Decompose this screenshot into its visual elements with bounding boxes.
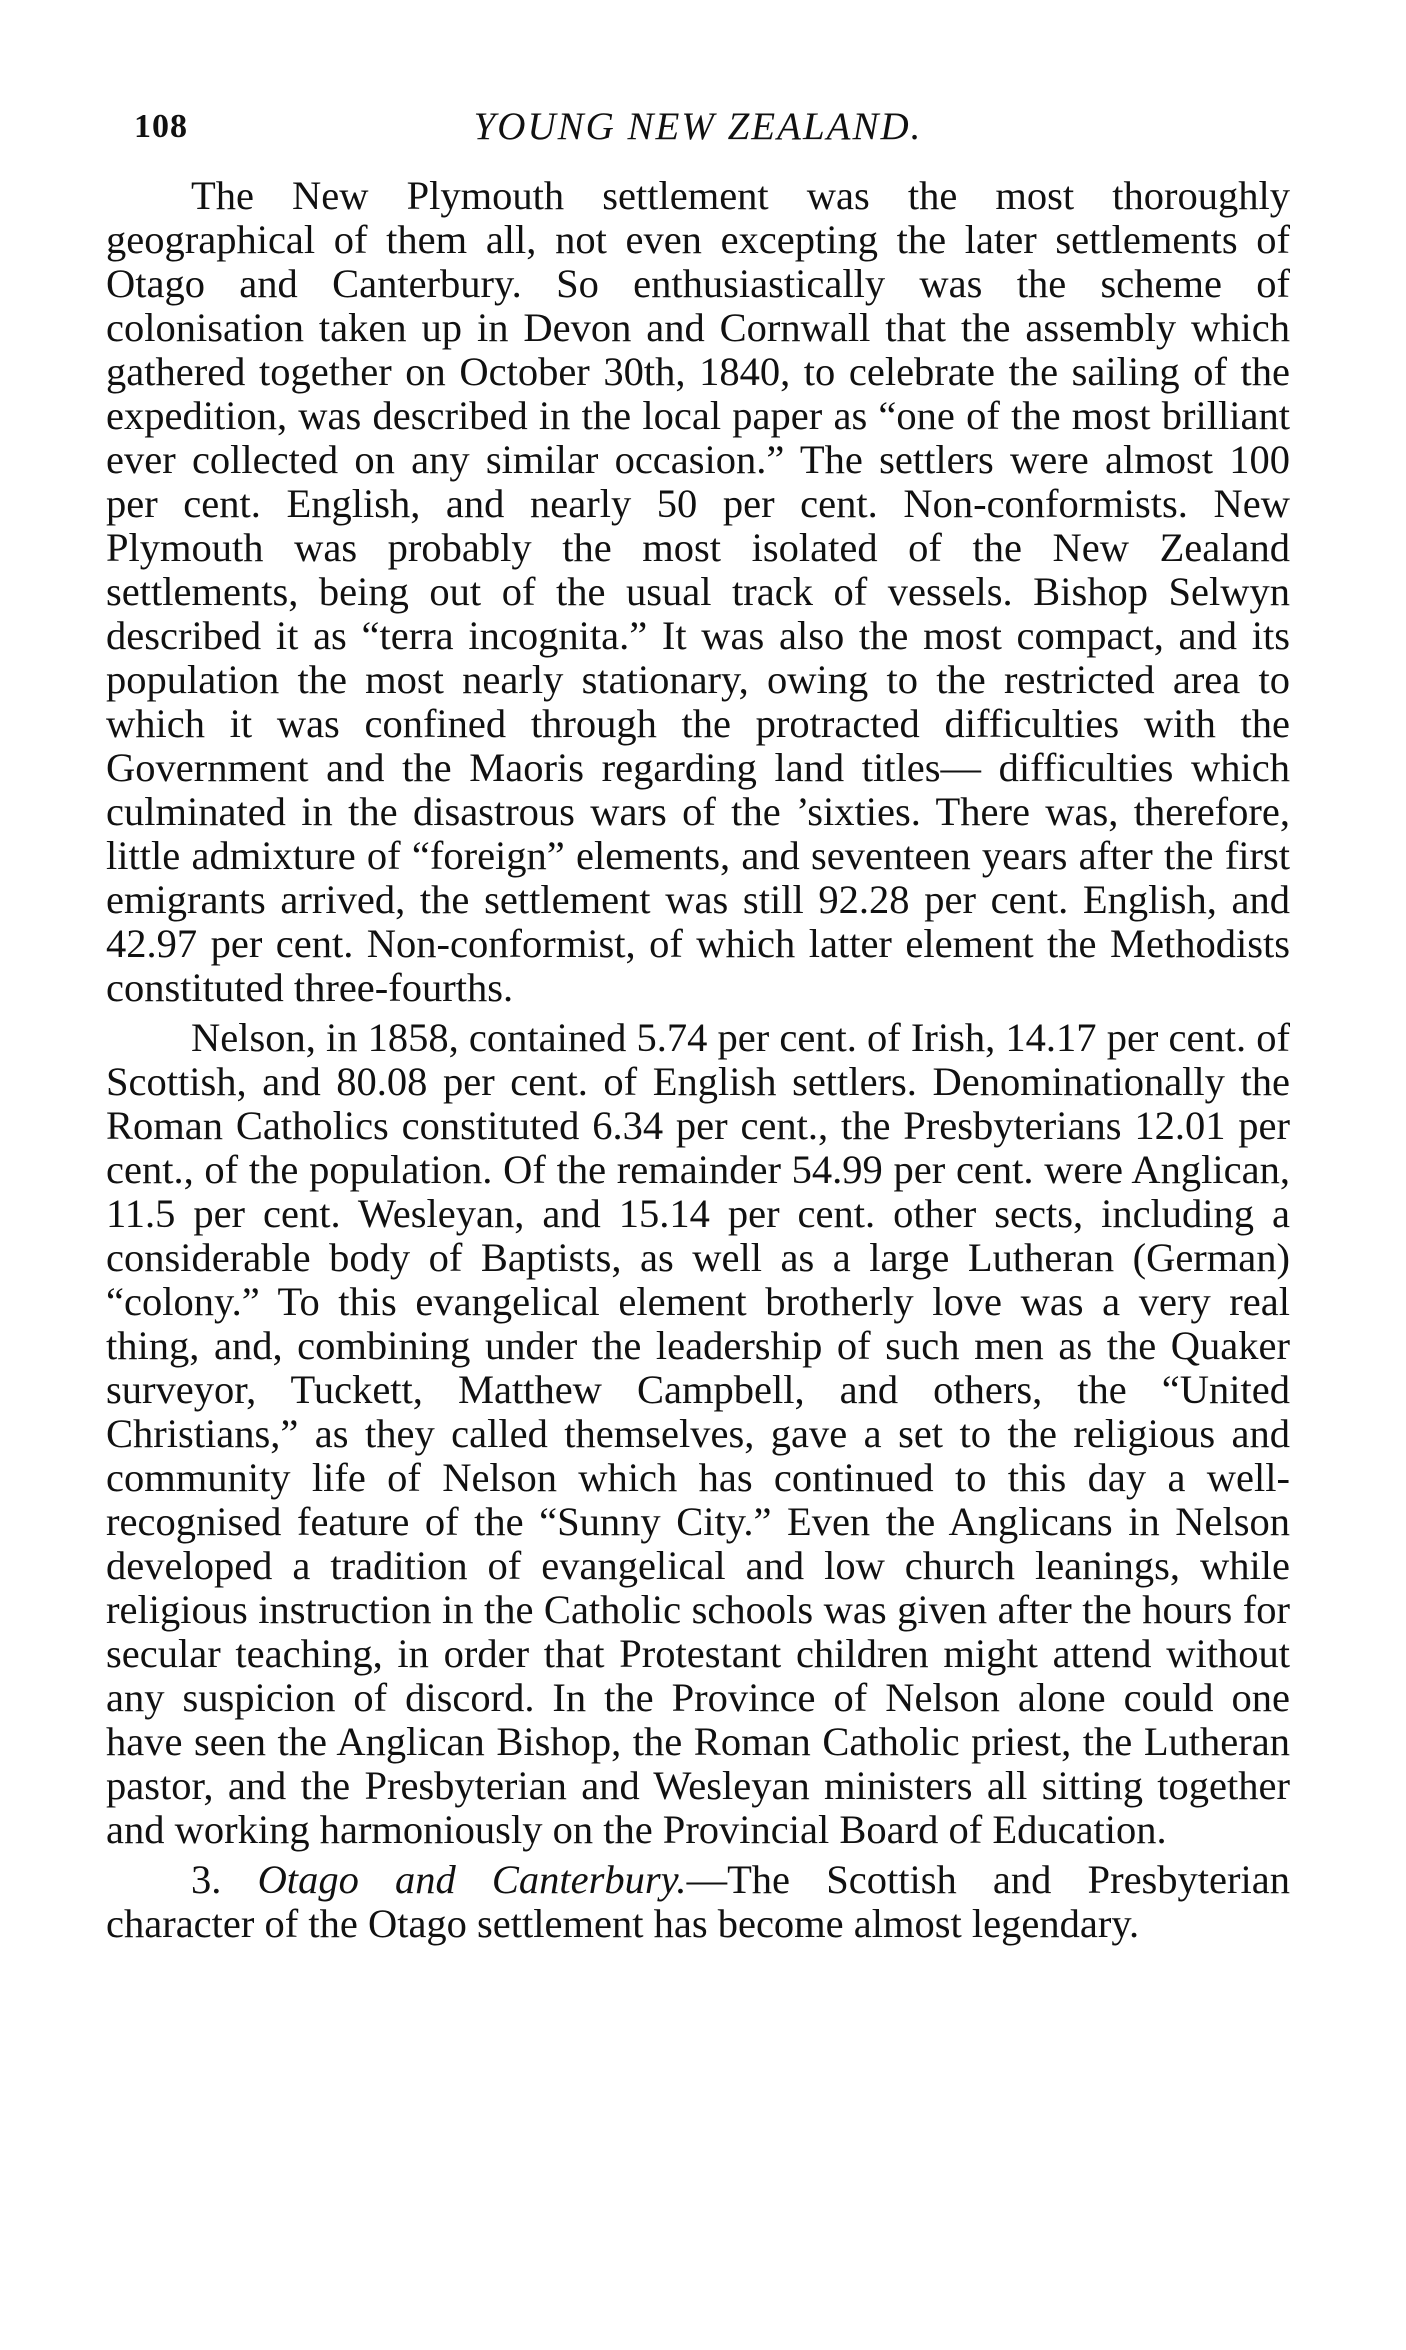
book-page <box>106 100 1290 1952</box>
section-text: —The Scottish and Presbyterian character of the Otago settlement has become almost legendary. <box>106 1857 1291 1946</box>
section-title: Otago and Canterbury. <box>257 1857 687 1902</box>
section-number: 3. <box>191 1857 222 1902</box>
paragraph-new-plymouth: The New Plymouth settlement was the most thoroughly geographical of them all, not even excepting the later settlements of Otago and Canterbury. So enthusiastically was the scheme of colonisation taken up in Devon and Cornwall that the assembly which gathered together on October 30th, 1840, to celebrate the sailing of the expedition, was described in the local paper as “one of the most brilliant ever collected on any similar occasion.” The settlers were almost 100 per cent. English, and nearly 50 per cent. Non-conformists. New Plymouth was probably the most isolated of the New Zealand settlements, being out of the usual track of vessels. Bishop Selwyn described it as “terra incognita.” It was also the most compact, and its population the most nearly stationary, owing to the restricted area to which it was confined through the protracted difficulties with the Government and the Maoris regarding land titles— difficulties which culminated in the disastrous wars of the ’sixties. There was, therefore, little admixture of “foreign” elements, and seventeen years after the first emigrants arrived, the settlement was still 92.28 per cent. English, and 42.97 per cent. Non-conformist, of which latter element the Methodists constituted three-fourths. <box>106 173 1290 1010</box>
page-number: 108 <box>134 108 188 145</box>
paragraph-nelson: Nelson, in 1858, contained 5.74 per cent. of Irish, 14.17 per cent. of Scottish, and 80.08 per cent. of English settlers. Denominationally the Roman Catholics constituted 6.34 per cent., the Presbyterians 12.01 per cent., of the population. Of the remainder 54.99 per cent. were Anglican, 11.5 per cent. Wesleyan, and 15.14 per cent. other sects, including a considerable body of Baptists, as well as a large Lutheran (German) “colony.” To this evangelical element brotherly love was a very real thing, and, combining under the leadership of such men as the Quaker surveyor, Tuckett, Matthew Campbell, and others, the “United Christians,” as they called themselves, gave a set to the religious and community life of Nelson which has continued to this day a well-recognised feature of the “Sunny City.” Even the Anglicans in Nelson developed a tradition of evangelical and low church leanings, while religious instruction in the Catholic schools was given after the hours for secular teaching, in order that Protestant children might attend without any suspicion of discord. In the Province of Nelson alone could one have seen the Anglican Bishop, the Roman Catholic priest, the Lutheran pastor, and the Presbyterian and Wesleyan ministers all sitting together and working harmoniously on the Provincial Board of Education. <box>106 1015 1290 1852</box>
paragraph-otago-canterbury <box>106 1858 1290 1946</box>
body-text <box>106 174 1290 1946</box>
running-header <box>106 100 1290 160</box>
running-title: YOUNG NEW ZEALAND. <box>473 105 923 148</box>
